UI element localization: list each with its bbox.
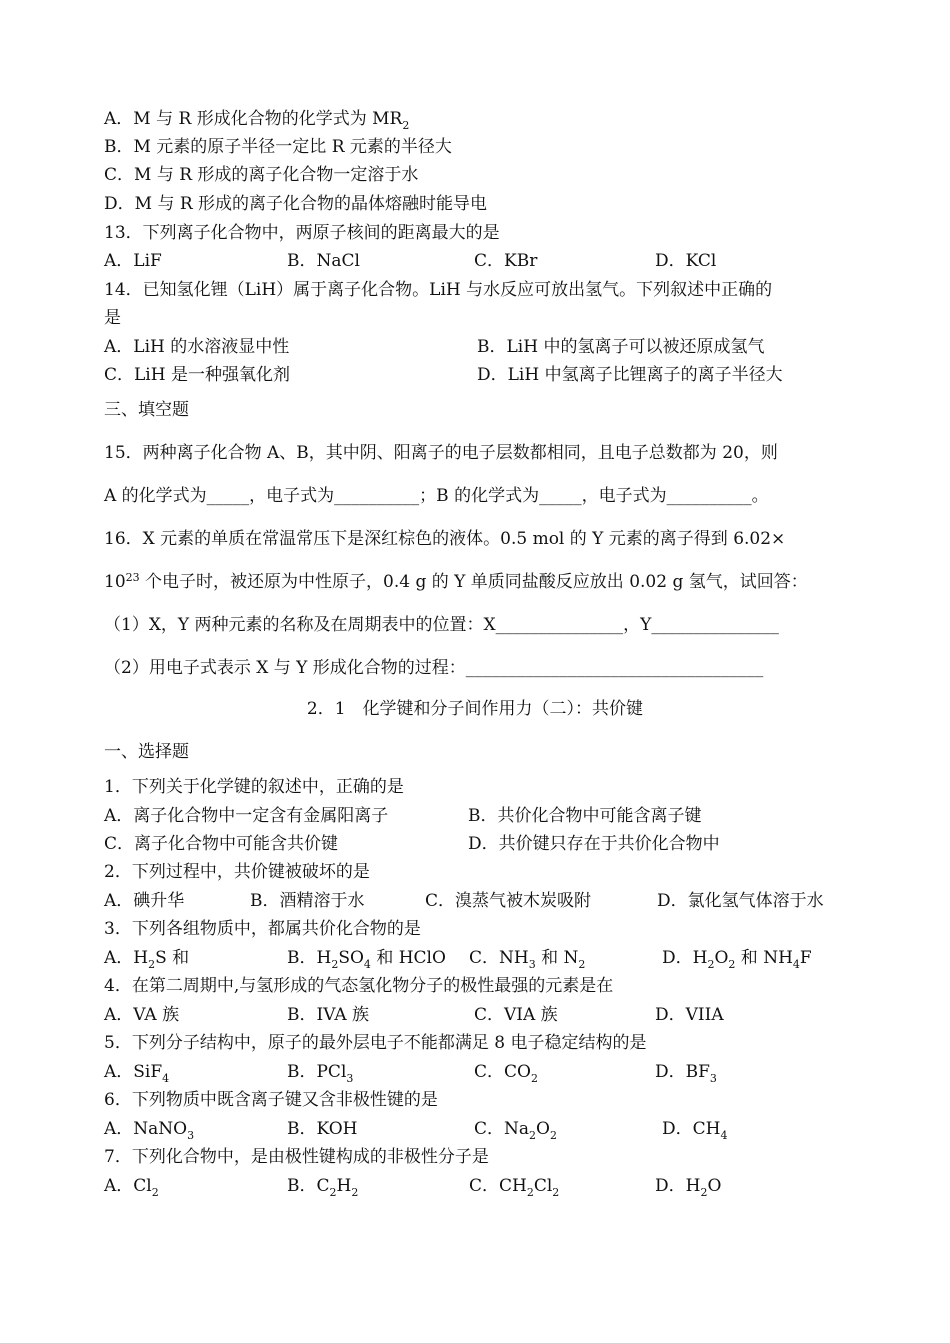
p3-a-part: A．H — [104, 948, 149, 968]
q12-option-a-text: A．M 与 R 形成化合物的化学式为 MR — [104, 109, 403, 129]
q14-option-d: D．LiH 中氢离子比锂离子的离子半径大 — [477, 365, 783, 385]
p6-c-sub: 2 — [529, 1129, 537, 1142]
p7-b-sub: 2 — [351, 1186, 359, 1199]
p5-option-d — [655, 1061, 717, 1083]
q12-option-a — [104, 108, 409, 130]
p3-d-part: 和 NH — [735, 948, 793, 968]
p5-option-a — [104, 1061, 169, 1083]
q14-option-b: B．LiH 中的氢离子可以被还原成氢气 — [477, 337, 765, 357]
p6-a-sub: 3 — [187, 1129, 195, 1142]
q16-line2 — [104, 571, 808, 593]
q13-option-a: A．LiF — [104, 251, 162, 271]
p3-d-part: O — [714, 948, 729, 968]
p6-option-c — [474, 1118, 557, 1140]
q12-option-d: D．M 与 R 形成的离子化合物的晶体熔融时能导电 — [104, 194, 488, 214]
p5-stem: 5．下列分子结构中，原子的最外层电子不能都满足 8 电子稳定结构的是 — [104, 1033, 647, 1053]
q15-line2: A 的化学式为_____，电子式为__________；B 的化学式为_____，电子式为__________。 — [104, 486, 769, 506]
p3-b-part: B．H — [287, 948, 332, 968]
p3-c-part: 和 N — [535, 948, 579, 968]
p3-d-sub: 2 — [707, 958, 715, 971]
p3-d-part: F — [799, 948, 812, 968]
p6-stem: 6．下列物质中既含离子键又含非极性键的是 — [104, 1090, 438, 1110]
p7-d-part: O — [707, 1176, 722, 1196]
p5-c-part: C．CO — [474, 1062, 531, 1082]
p3-c-part: C．NH — [469, 948, 529, 968]
q16-line1: 16．X 元素的单质在常温常压下是深红棕色的液体。0.5 mol 的 Y 元素的离子得到 6.02× — [104, 529, 786, 549]
p5-option-b — [287, 1061, 353, 1083]
p7-a-part: A．Cl — [104, 1176, 152, 1196]
q12-option-b: B．M 元素的原子半径一定比 R 元素的半径大 — [104, 137, 452, 157]
p3-c-sub: 2 — [578, 958, 586, 971]
p6-option-d — [662, 1118, 727, 1140]
q14-option-a: A．LiH 的水溶液显中性 — [104, 337, 290, 357]
p2-option-d: D．氯化氢气体溶于水 — [657, 891, 824, 911]
q12-option-c: C．M 与 R 形成的离子化合物一定溶于水 — [104, 165, 419, 185]
p3-option-c — [469, 947, 585, 969]
chapter-heading: 2．1 化学键和分子间作用力（二）：共价键 — [306, 699, 644, 719]
p1-option-a: A．离子化合物中一定含有金属阳离子 — [104, 806, 389, 826]
q16-part2: （2）用电子式表示 X 与 Y 形成化合物的过程：___________________________________ — [104, 658, 764, 678]
p7-b-sub: 2 — [329, 1186, 337, 1199]
p1-option-b: B．共价化合物中可能含离子键 — [468, 806, 702, 826]
p4-stem: 4．在第二周期中,与氢形成的气态氢化物分子的极性最强的元素是在 — [104, 976, 614, 996]
q13-option-c: C．KBr — [474, 251, 538, 271]
p4-option-c: C．VIA 族 — [474, 1005, 558, 1025]
p3-stem: 3．下列各组物质中，都属共价化合物的是 — [104, 919, 421, 939]
p7-c-part: C．CH — [469, 1176, 527, 1196]
q14-stem-line1: 14．已知氢化锂（LiH）属于离子化合物。LiH 与水反应可放出氢气。下列叙述中正确的 — [104, 280, 773, 300]
q12-option-a-sub: 2 — [402, 119, 410, 132]
p3-b-part: 和 HClO — [370, 948, 446, 968]
p3-b-sub: 4 — [363, 958, 371, 971]
section-fill-in-heading: 三、填空题 — [104, 400, 189, 420]
p5-a-sub: 4 — [162, 1072, 170, 1085]
p2-stem: 2．下列过程中，共价键被破坏的是 — [104, 862, 370, 882]
q13-stem: 13．下列离子化合物中，两原子核间的距离最大的是 — [104, 223, 500, 243]
p6-d-sub: 4 — [720, 1129, 728, 1142]
q16-part1: （1）X，Y 两种元素的名称及在周期表中的位置：X_______________，Y_______________ — [104, 615, 779, 635]
p3-d-part: D．H — [662, 948, 708, 968]
p6-a-part: A．NaNO — [104, 1119, 188, 1139]
p6-d-part: D．CH — [662, 1119, 721, 1139]
p7-option-b — [287, 1175, 358, 1197]
p6-option-a — [104, 1118, 194, 1140]
p7-option-c — [469, 1175, 559, 1197]
p5-d-sub: 3 — [709, 1072, 717, 1085]
p2-option-c: C．溴蒸气被木炭吸附 — [425, 891, 592, 911]
q16-line2-exponent: 23 — [125, 571, 140, 584]
p2-option-a: A．碘升华 — [104, 891, 185, 911]
p7-option-a — [104, 1175, 159, 1197]
p6-c-sub: 2 — [549, 1129, 557, 1142]
section-choice-heading: 一、选择题 — [104, 742, 189, 762]
p5-b-part: B．PCl — [287, 1062, 347, 1082]
p7-stem: 7．下列化合物中，是由极性键构成的非极性分子是 — [104, 1147, 489, 1167]
q14-option-c: C．LiH 是一种强氧化剂 — [104, 365, 290, 385]
p6-option-b: B．KOH — [287, 1119, 358, 1139]
q16-line2-text: 个电子时，被还原为中性原子，0.4 g 的 Y 单质同盐酸反应放出 0.02 g 氢气，试回答： — [139, 572, 808, 592]
q14-stem-line2: 是 — [104, 308, 121, 328]
p1-stem: 1．下列关于化学键的叙述中，正确的是 — [104, 777, 404, 797]
p6-c-part: O — [536, 1119, 550, 1139]
p7-c-sub: 2 — [526, 1186, 534, 1199]
p3-c-sub: 3 — [528, 958, 536, 971]
p6-c-part: C．Na — [474, 1119, 530, 1139]
p7-b-part: H — [336, 1176, 352, 1196]
q13-option-b: B．NaCl — [287, 251, 360, 271]
p1-option-c: C．离子化合物中可能含共价键 — [104, 834, 339, 854]
q15-line1: 15．两种离子化合物 A、B，其中阴、阳离子的电子层数都相同，且电子总数都为 20，则 — [104, 443, 778, 463]
p5-b-sub: 3 — [346, 1072, 354, 1085]
p4-option-b: B．IVA 族 — [287, 1005, 370, 1025]
p3-b-part: SO — [338, 948, 364, 968]
p5-option-c — [474, 1061, 538, 1083]
p3-a-sub: 2 — [148, 958, 156, 971]
p7-a-sub: 2 — [151, 1186, 159, 1199]
p3-b-sub: 2 — [331, 958, 339, 971]
p7-option-d — [655, 1175, 721, 1197]
p5-d-part: D．BF — [655, 1062, 710, 1082]
p7-c-sub: 2 — [552, 1186, 560, 1199]
q13-option-d: D．KCl — [655, 251, 717, 271]
p3-option-b — [287, 947, 446, 969]
p7-c-part: Cl — [533, 1176, 553, 1196]
p3-a-part: S 和 — [155, 948, 190, 968]
p4-option-d: D．VIIA — [655, 1005, 724, 1025]
p3-d-sub: 2 — [728, 958, 736, 971]
p3-option-d — [662, 947, 812, 969]
q16-line2-base: 10 — [104, 572, 126, 592]
p3-d-sub: 4 — [792, 958, 800, 971]
p5-c-sub: 2 — [530, 1072, 538, 1085]
p2-option-b: B．酒精溶于水 — [250, 891, 365, 911]
p5-a-part: A．SiF — [104, 1062, 163, 1082]
p4-option-a: A．VA 族 — [104, 1005, 180, 1025]
p3-option-a — [104, 947, 189, 969]
p7-d-part: D．H — [655, 1176, 701, 1196]
p1-option-d: D．共价键只存在于共价化合物中 — [468, 834, 720, 854]
p7-b-part: B．C — [287, 1176, 330, 1196]
p7-d-sub: 2 — [700, 1186, 708, 1199]
